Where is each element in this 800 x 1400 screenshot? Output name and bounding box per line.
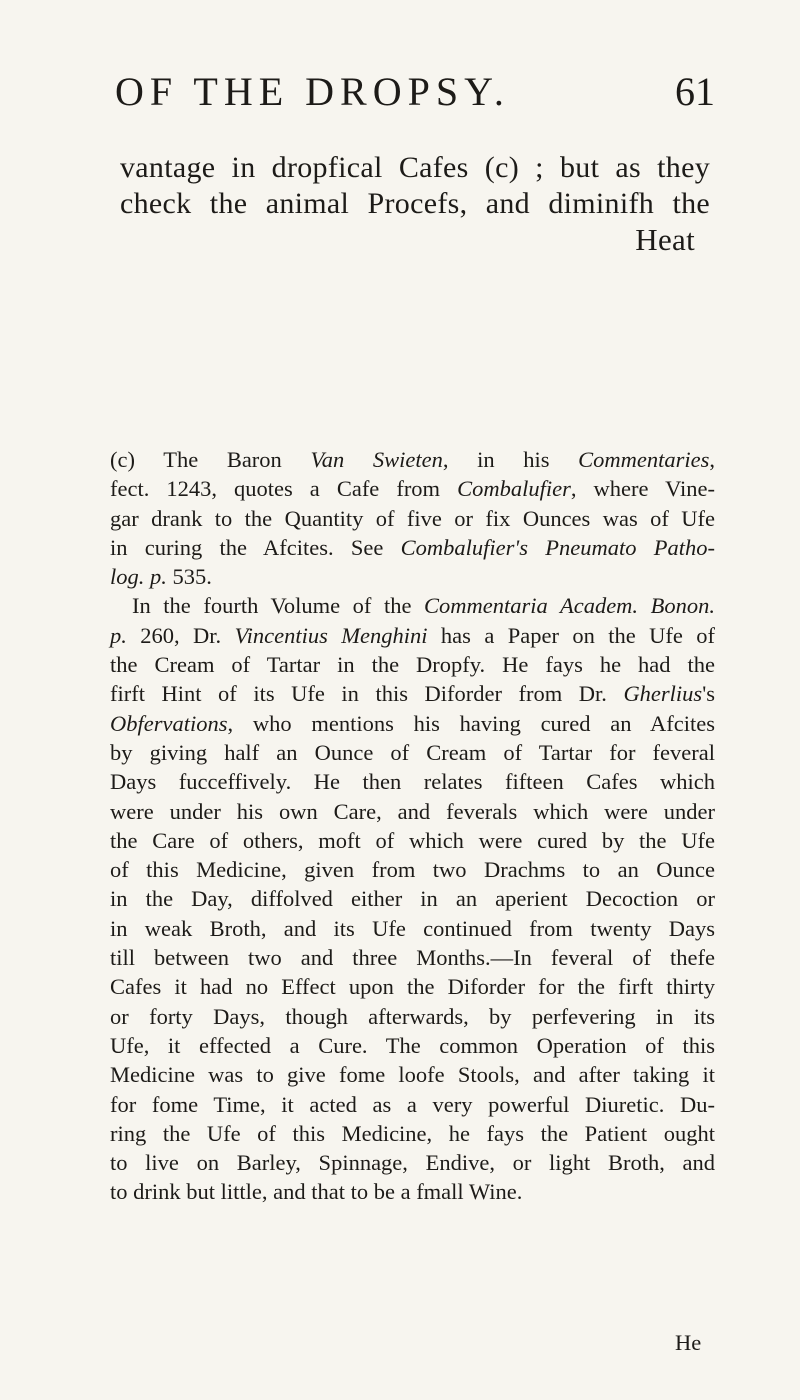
main-text-line: check the animal Procefs, and diminifh the (120, 187, 710, 220)
running-title: OF THE DROPSY. (115, 69, 510, 114)
footnote-line: fect. 1243, quotes a Cafe from Combalufier, where Vine- (110, 476, 715, 502)
footnote-line: the Care of others, moft of which were cured by the Ufe (110, 827, 715, 853)
footnote-line: till between two and three Months.—In feveral of thefe (110, 945, 715, 971)
footnote-line: log. p. 535. (110, 564, 212, 590)
footnote-line: p. 260, Dr. Vincentius Menghini has a Paper on the Ufe of (110, 622, 716, 648)
main-text-line: vantage in dropfical Cafes (c) ; but as they (120, 151, 710, 184)
footnote-line: In the fourth Volume of the Commentaria Academ. Bonon. (132, 593, 715, 619)
footnote-line: in curing the Afcites. See Combalufier's Pneumato Patho- (110, 534, 715, 560)
footnote-line: to drink but little, and that to be a fmall Wine. (110, 1179, 523, 1205)
footnote (110, 445, 715, 1207)
footnote-line: Cafes it had no Effect upon the Diforder for the firft thirty (110, 974, 715, 1000)
catchword: He (675, 1330, 702, 1355)
footnote-line: or forty Days, though afterwards, by perfevering in its (110, 1003, 715, 1029)
main-text (120, 150, 710, 258)
running-head (115, 68, 715, 118)
footnote-line: firft Hint of its Ufe in this Diforder from Dr. Gherlius's (110, 681, 715, 707)
footnote-line: Medicine was to give fome loofe Stools, and after taking it (110, 1062, 715, 1088)
footnote-line: in the Day, diffolved either in an aperient Decoction or (110, 886, 715, 912)
main-text-catchword: Heat (635, 222, 695, 257)
footnote-line: ring the Ufe of this Medicine, he fays the Patient ought (110, 1120, 715, 1146)
footnote-line: were under his own Care, and feverals which were under (110, 798, 715, 824)
footnote-line: gar drank to the Quantity of five or fix Ounces was of Ufe (110, 505, 715, 531)
footnote-line: Obfervations, who mentions his having cured an Afcites (110, 710, 715, 736)
footnote-line: the Cream of Tartar in the Dropfy. He fays he had the (110, 652, 715, 678)
footnote-line: Ufe, it effected a Cure. The common Operation of this (110, 1032, 715, 1058)
page-number: 61 (675, 69, 715, 114)
footnote-line: by giving half an Ounce of Cream of Tartar for feveral (110, 739, 715, 765)
footnote-line: Days fucceffively. He then relates fifteen Cafes which (110, 769, 715, 795)
footnote-line: in weak Broth, and its Ufe continued from twenty Days (110, 915, 715, 941)
footnote-line: of this Medicine, given from two Drachms to an Ounce (110, 857, 715, 883)
footnote-line: for fome Time, it acted as a very powerful Diuretic. Du- (110, 1091, 715, 1117)
footnote-line: (c) The Baron Van Swieten, in his Commentaries, (110, 447, 715, 472)
footnote-line: to live on Barley, Spinnage, Endive, or light Broth, and (110, 1150, 715, 1176)
